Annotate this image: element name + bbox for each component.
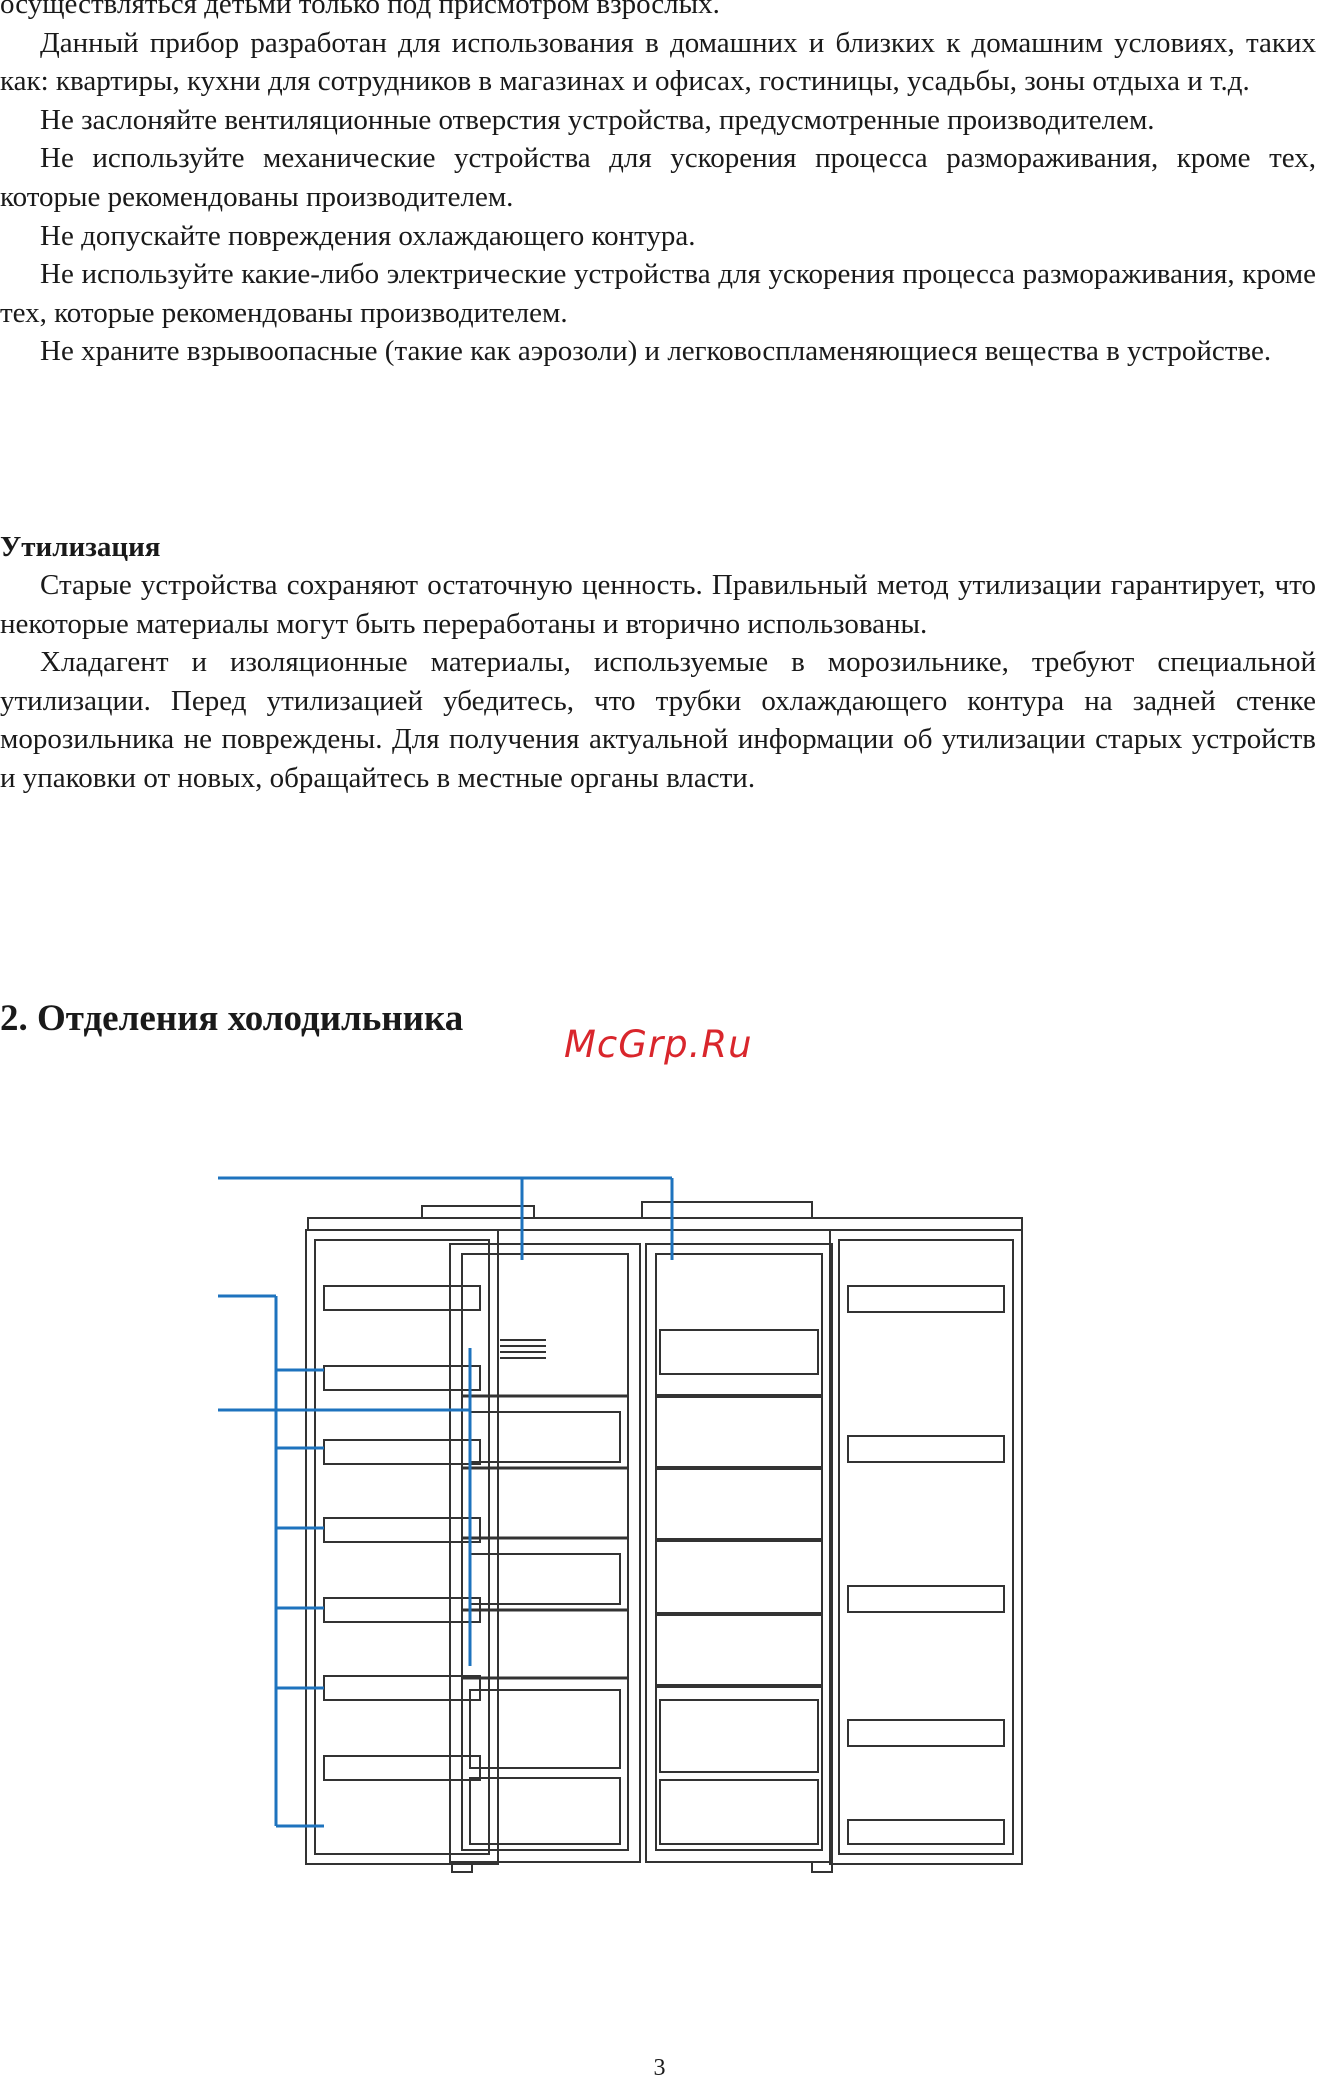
fridge-diagram [60, 1130, 1319, 1960]
watermark: McGrp.Ru [564, 1023, 753, 1066]
disposal-text [0, 566, 1316, 798]
top-text [0, 0, 1316, 371]
paragraph: Не используйте механические устройства для ускорения процесса размораживания, кроме тех, которые рекомендованы производителем. [0, 142, 1316, 213]
paragraph: Не используйте какие-либо электрические устройства для ускорения процесса размораживания, кроме тех, которые рекомендованы производителем. [0, 258, 1316, 329]
paragraph: Хладагент и изоляционные материалы, используемые в морозильнике, требуют специальной утилизации. Перед утилизацией убедитесь, что трубки охлаждающего контура на задней стенке морозильника не повреждены. Для получения актуальной информации об утилизации старых устройств и упаковки от новых, обращайтесь в местные органы власти. [0, 646, 1316, 794]
paragraph: Не храните взрывоопасные (такие как аэрозоли) и легковоспламеняющиеся вещества в устройстве. [40, 335, 1272, 368]
paragraph: Не допускайте повреждения охлаждающего контура. [40, 219, 696, 252]
page-number: 3 [653, 2055, 666, 2081]
paragraph: Данный прибор разработан для использования в домашних и близких к домашним условиях, таких как: квартиры, кухни для сотрудников в магазинах и офисах, гостиницы, усадьбы, зоны отдыха и т.д. [0, 26, 1316, 98]
disposal-heading: Утилизация [0, 531, 161, 563]
paragraph: Не заслоняйте вентиляционные отверстия устройства, предусмотренные производителем. [40, 103, 1155, 136]
paragraph-cut: осуществляться детьми только под присмотром взрослых. [0, 0, 720, 20]
paragraph: Старые устройства сохраняют остаточную ценность. Правильный метод утилизации гарантирует, что некоторые материалы могут быть переработаны и вторично использованы. [0, 569, 1316, 640]
section-heading: 2. Отделения холодильника [0, 998, 464, 1039]
fridge-illustration [60, 1130, 1319, 1960]
